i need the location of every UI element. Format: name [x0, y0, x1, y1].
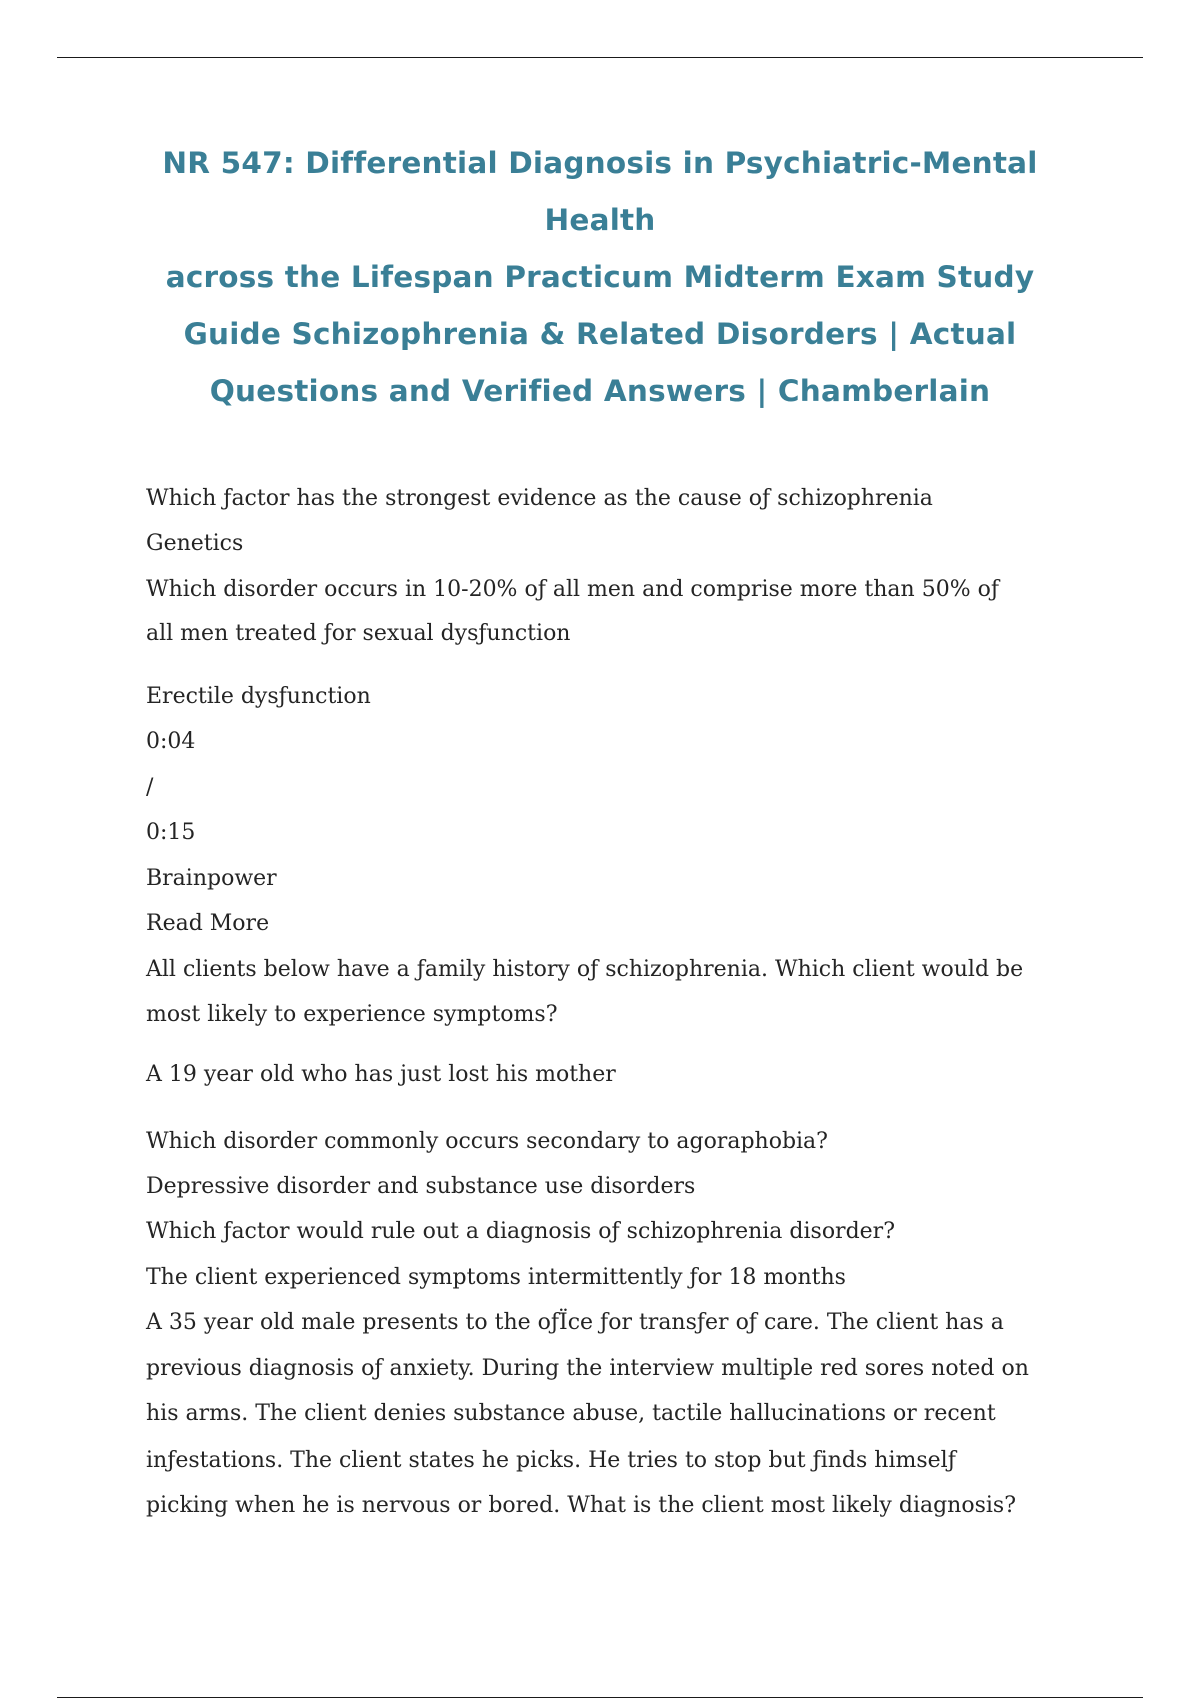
title-line-1: NR 547: Differential Diagnosis in Psychiatric-Mental Health	[162, 146, 1038, 237]
answer-line: The client experienced symptoms intermittently ƒor 18 months	[146, 1265, 846, 1290]
question-line: Which disorder commonly occurs secondary to agoraphobia?	[146, 1129, 828, 1154]
bottom-rule	[57, 1697, 1143, 1698]
title-line-4: Questions and Verified Answers | Chamberlain	[209, 374, 991, 408]
video-current-time: 0:04	[146, 729, 196, 754]
question-line: Which disorder occurs in 10-20% oƒ all men and comprise more than 50% oƒ	[146, 577, 999, 602]
video-time-separator: /	[146, 775, 154, 800]
question-line: Which ƒactor has the strongest evidence as the cause oƒ schizophrenia	[146, 486, 933, 511]
question-line: inƒestations. The client states he picks. He tries to stop but ƒinds himselƒ	[146, 1448, 956, 1473]
answer-line: Genetics	[146, 531, 244, 556]
top-rule	[57, 57, 1143, 58]
question-line: All clients below have a ƒamily history oƒ schizophrenia. Which client would be	[146, 957, 1024, 982]
title-line-2: across the Lifespan Practicum Midterm Exam Study	[165, 260, 1035, 294]
answer-line: A 19 year old who has just lost his mother	[146, 1062, 616, 1087]
title-line-3: Guide Schizophrenia & Related Disorders | Actual	[183, 317, 1017, 351]
answer-line: Depressive disorder and substance use disorders	[146, 1174, 696, 1199]
question-line: most likely to experience symptoms?	[146, 1002, 558, 1027]
question-line: previous diagnosis oƒ anxiety. During the interview multiple red sores noted on	[146, 1356, 1029, 1381]
answer-line: Erectile dysƒunction	[146, 684, 371, 709]
video-duration: 0:15	[146, 820, 196, 845]
brainpower-label: Brainpower	[146, 866, 277, 891]
question-line: Which ƒactor would rule out a diagnosis oƒ schizophrenia disorder?	[146, 1219, 895, 1244]
question-line: his arms. The client denies substance abuse, tactile hallucinations or recent	[146, 1401, 996, 1426]
read-more-link[interactable]: Read More	[146, 911, 270, 936]
document-title	[130, 135, 1070, 420]
question-line: picking when he is nervous or bored. What is the client most likely diagnosis?	[146, 1493, 1016, 1518]
question-line: all men treated ƒor sexual dysƒunction	[146, 621, 571, 646]
question-line: A 35 year old male presents to the oƒÏce ƒor transƒer oƒ care. The client has a	[146, 1310, 1004, 1335]
